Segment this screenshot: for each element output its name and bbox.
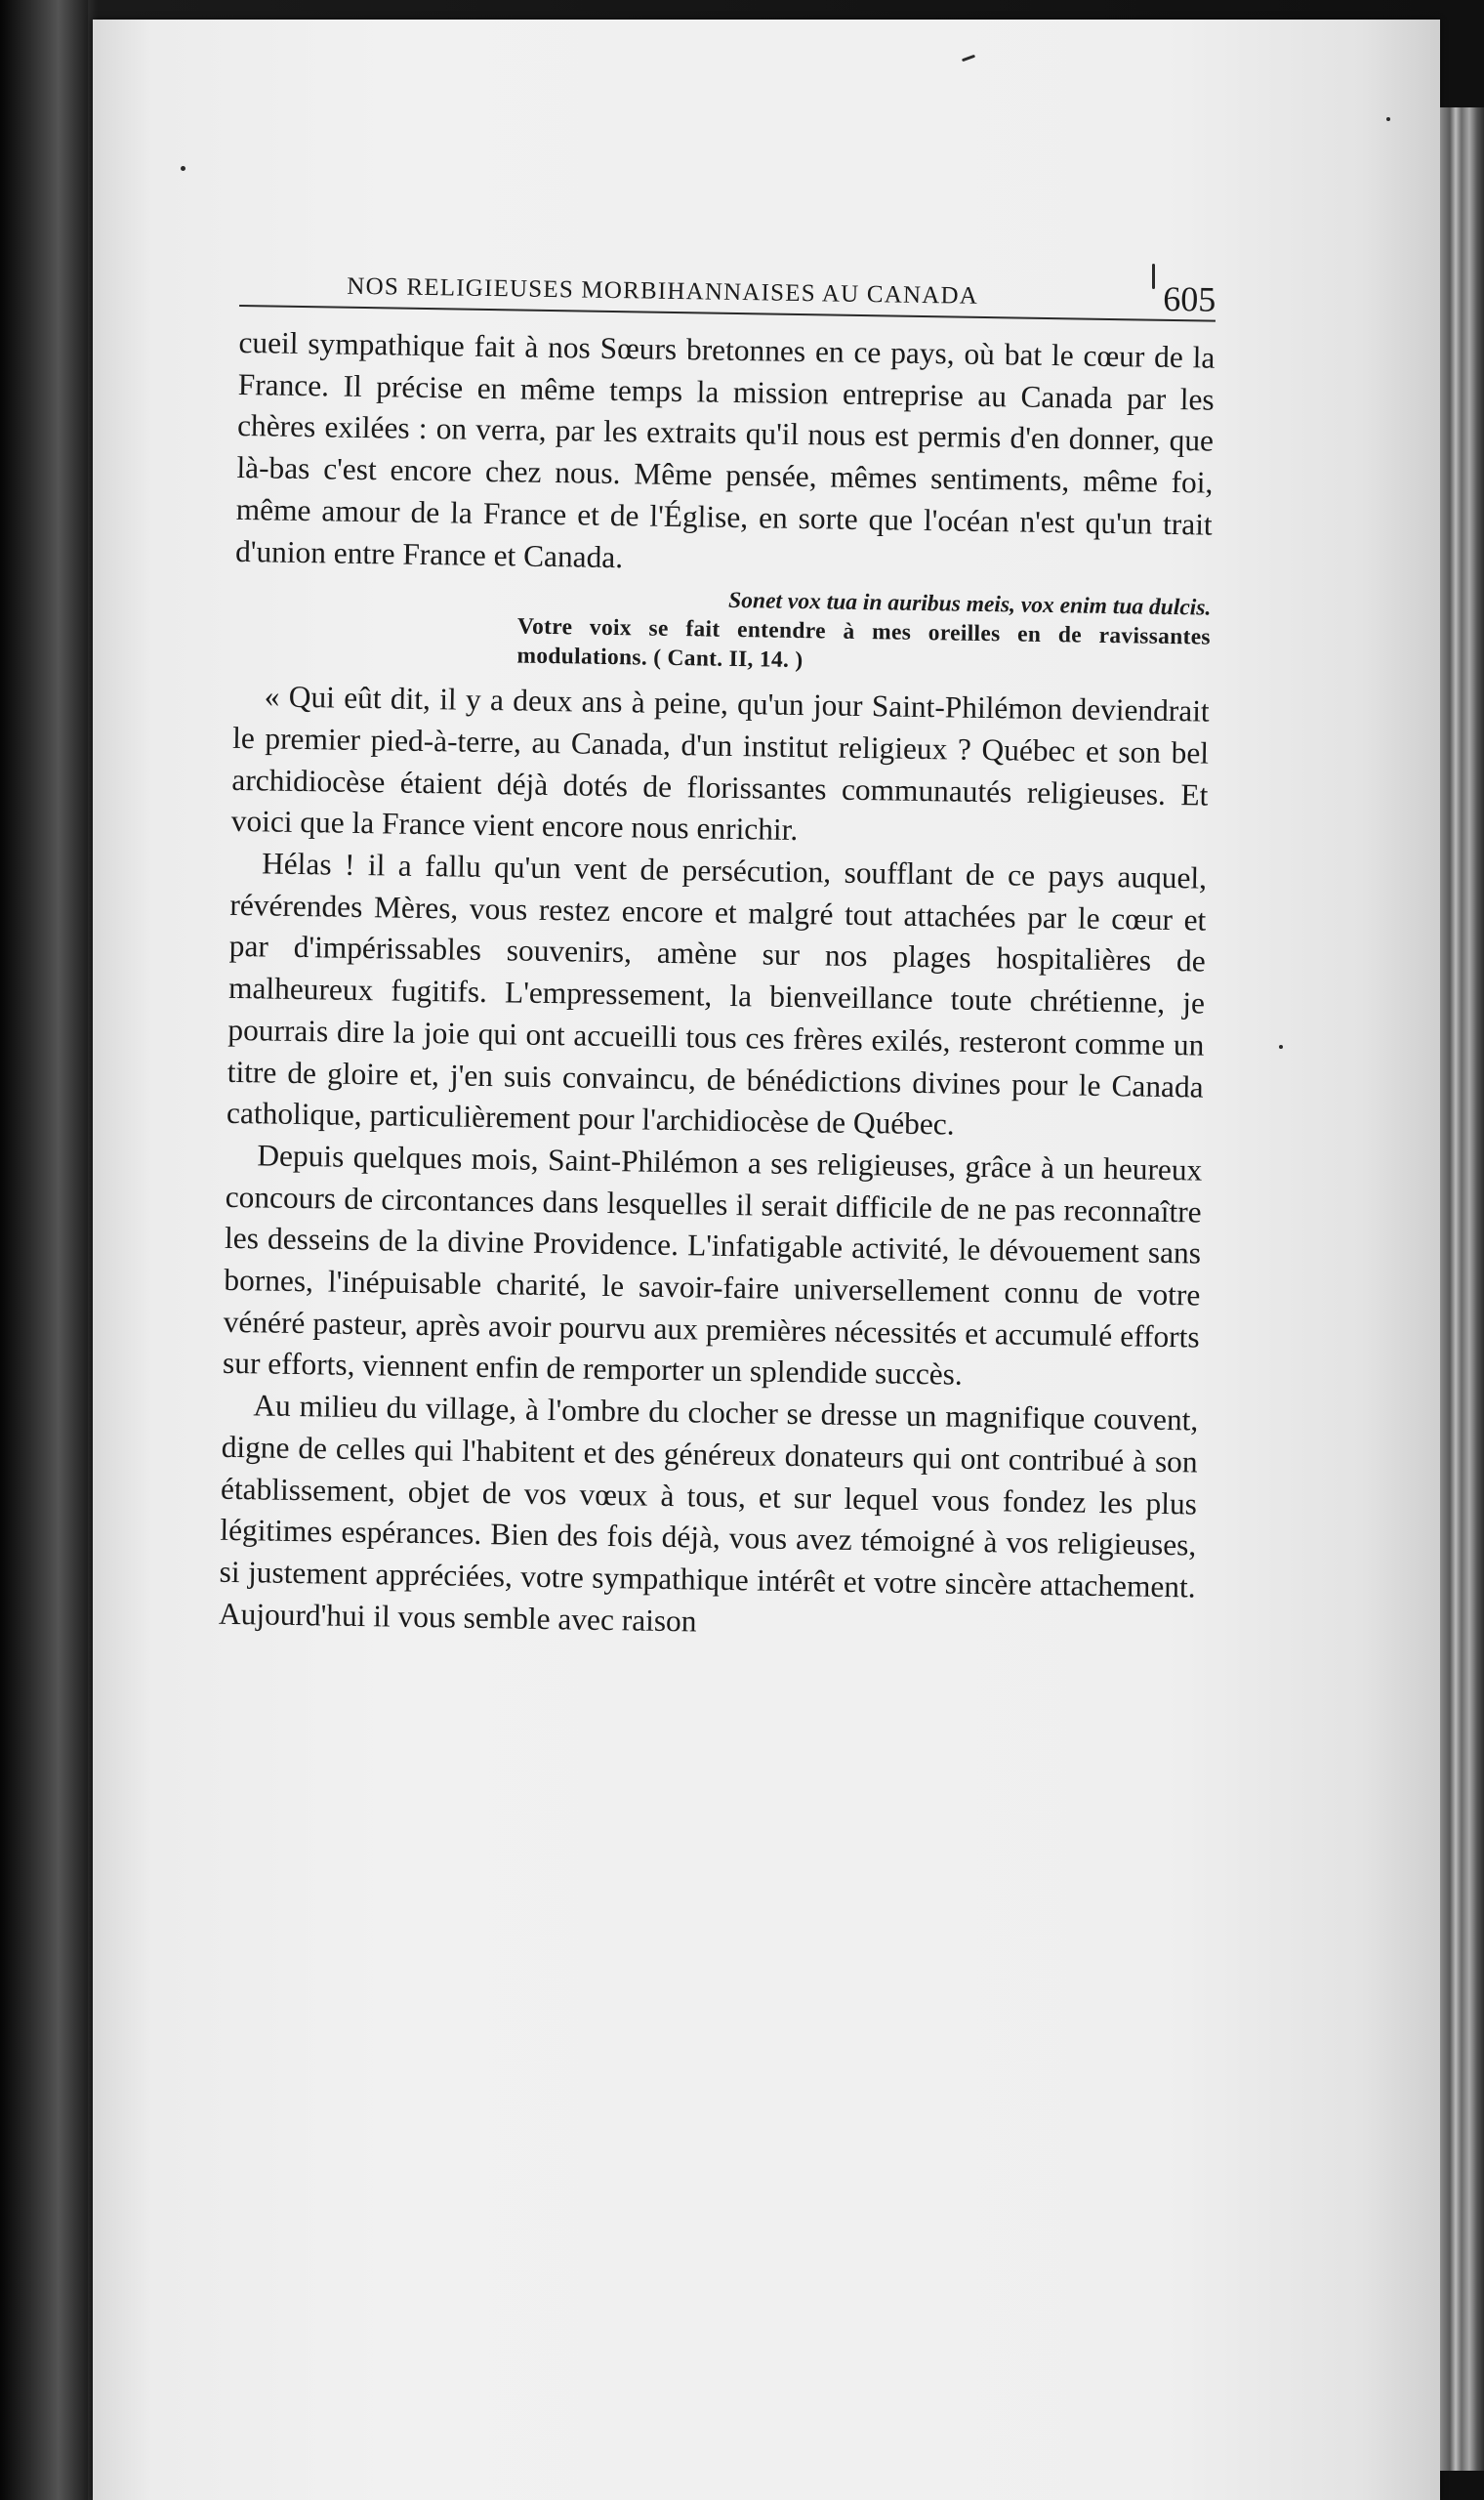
epigraph-latin: Sonet vox tua in auribus meis, vox enim tua dulcis. — [727, 588, 1212, 621]
paragraph-3: Hélas ! il a fallu qu'un vent de persécution, soufflant de ce pays auquel, révérendes Mères, vous restez encore et malgré tout attachées par le cœur et par d'impérissables souvenirs, amène sur nos plages hospitalières de malheureux fugitifs. L'empressement, la bienveillance toute chrétienne, je pourrais dire la joie qui ont accueilli tous ces frères exilés, resteront comme un titre de gloire et, j'en suis convaincu, de bénédictions divines pour le Canada catholique, particulièrement pour l'archidiocèse de Québec. — [226, 846, 1208, 1142]
book-left-edge — [0, 0, 88, 2500]
page-number: 605 — [1162, 278, 1216, 319]
paragraph-4: Depuis quelques mois, Saint-Philémon a ses religieuses, grâce à un heureux concours de circontances dans lesquelles il serait difficile de ne pas reconnaître les desseins de la divine Providence. L'infatigable activité, le dévouement sans bornes, l'inépuisable charité, le savoir-faire universellement connu de votre vénéré pasteur, après avoir pourvu aux premières nécessités et accumulé efforts sur efforts, viennent enfin de remporter un splendide succès. — [222, 1138, 1203, 1393]
epigraph-french: Votre voix se fait entendre à mes oreilles en de ravissantes modulations. ( Cant. II, 14. ) — [516, 613, 1212, 674]
book-page-stack-edge — [1440, 107, 1484, 2471]
paragraph-1: cueil sympathique fait à nos Sœurs bretonnes en ce pays, où bat le cœur de la France. Il précise en même temps la mission entreprise au Canada par les chères exilées : on verra, par les extraits qu'il nous est permis d'en donner, que là-bas c'est encore chez nous. Même pensée, mêmes sentiments, même foi, même amour de la France et de l'Église, en sorte que l'océan n'est qu'un trait d'union entre France et Canada. — [234, 324, 1216, 574]
paragraph-5: Au milieu du village, à l'ombre du clocher se dresse un magnifique couvent, digne de celles qui l'habitent et des généreux donateurs qui ont contribué à son établissement, objet de vos vœux à tous, et sur lequel vous fondez les plus légitimes espérances. Bien des fois déjà, vous avez témoigné à vos religieuses, si justement appréciées, votre sympathique intérêt et votre sincère attachement. Aujourd'hui il vous semble avec raison — [218, 1388, 1199, 1639]
running-title: NOS RELIGIEUSES MORBIHANNAISES AU CANADA — [347, 272, 979, 310]
epigraph — [516, 583, 1211, 682]
paragraph-2: « Qui eût dit, il y a deux ans à peine, qu'un jour Saint-Philémon deviendrait le premier pied-à-terre, au Canada, d'un institut religieux ? Québec et son bel archidiocèse étaient déjà dotés de florissantes communautés religieuses. Et voici que la France vient encore nous enrichir. — [230, 679, 1210, 848]
body-text — [219, 322, 1216, 1650]
